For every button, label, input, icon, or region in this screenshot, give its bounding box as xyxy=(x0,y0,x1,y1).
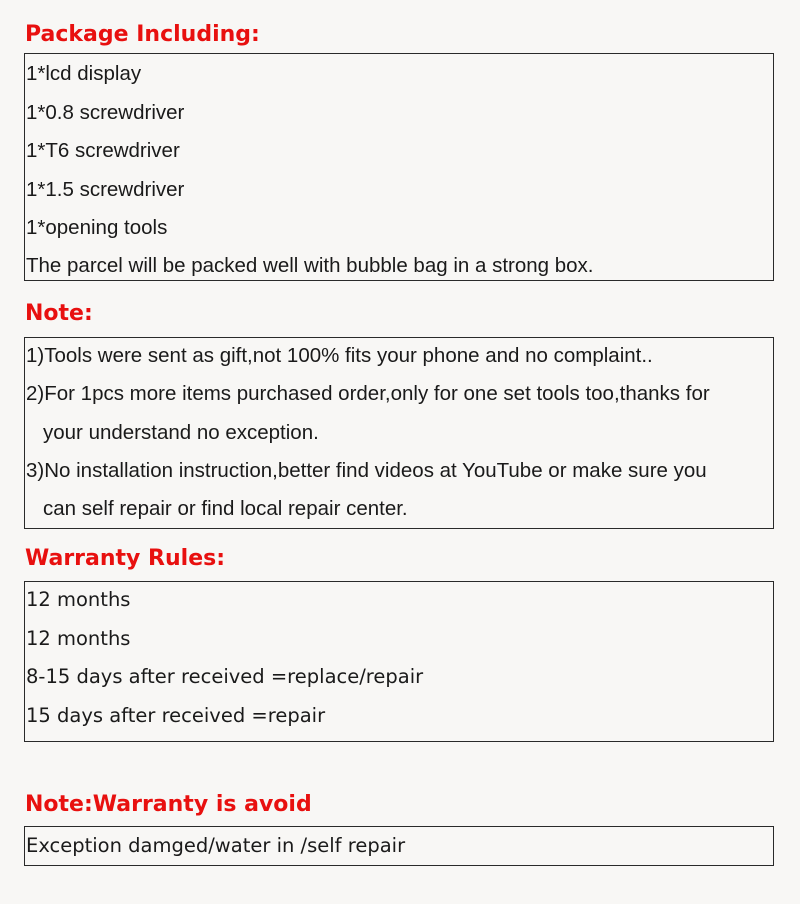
note-line-3-continued: can self repair or find local repair center. xyxy=(43,497,408,520)
warranty-heading: Warranty Rules: xyxy=(25,546,226,571)
warranty-item-3: 8-15 days after received =replace/repair xyxy=(26,665,424,688)
note-box xyxy=(24,337,774,529)
avoid-heading: Note:Warranty is avoid xyxy=(25,792,312,817)
package-packing-note: The parcel will be packed well with bubble bag in a strong box. xyxy=(26,254,594,277)
package-item-screwdriver-t6: 1*T6 screwdriver xyxy=(26,139,180,162)
note-line-3: 3)No installation instruction,better find videos at YouTube or make sure you xyxy=(26,459,707,482)
package-item-opening-tools: 1*opening tools xyxy=(26,216,168,239)
warranty-box xyxy=(24,581,774,742)
package-item-screwdriver-15: 1*1.5 screwdriver xyxy=(26,178,185,201)
package-item-screwdriver-08: 1*0.8 screwdriver xyxy=(26,101,185,124)
avoid-item-1: Exception damged/water in /self repair xyxy=(26,834,406,857)
warranty-item-4: 15 days after received =repair xyxy=(26,704,326,727)
note-line-2-continued: your understand no exception. xyxy=(43,421,319,444)
warranty-item-2: 12 months xyxy=(26,627,131,650)
avoid-box xyxy=(24,826,774,866)
package-heading: Package Including: xyxy=(25,22,260,47)
note-heading: Note: xyxy=(25,301,93,326)
package-item-lcd: 1*lcd display xyxy=(26,62,142,85)
package-box xyxy=(24,53,774,281)
note-line-2: 2)For 1pcs more items purchased order,only for one set tools too,thanks for xyxy=(26,382,710,405)
note-line-1: 1)Tools were sent as gift,not 100% fits your phone and no complaint.. xyxy=(26,344,653,367)
warranty-item-1: 12 months xyxy=(26,588,131,611)
